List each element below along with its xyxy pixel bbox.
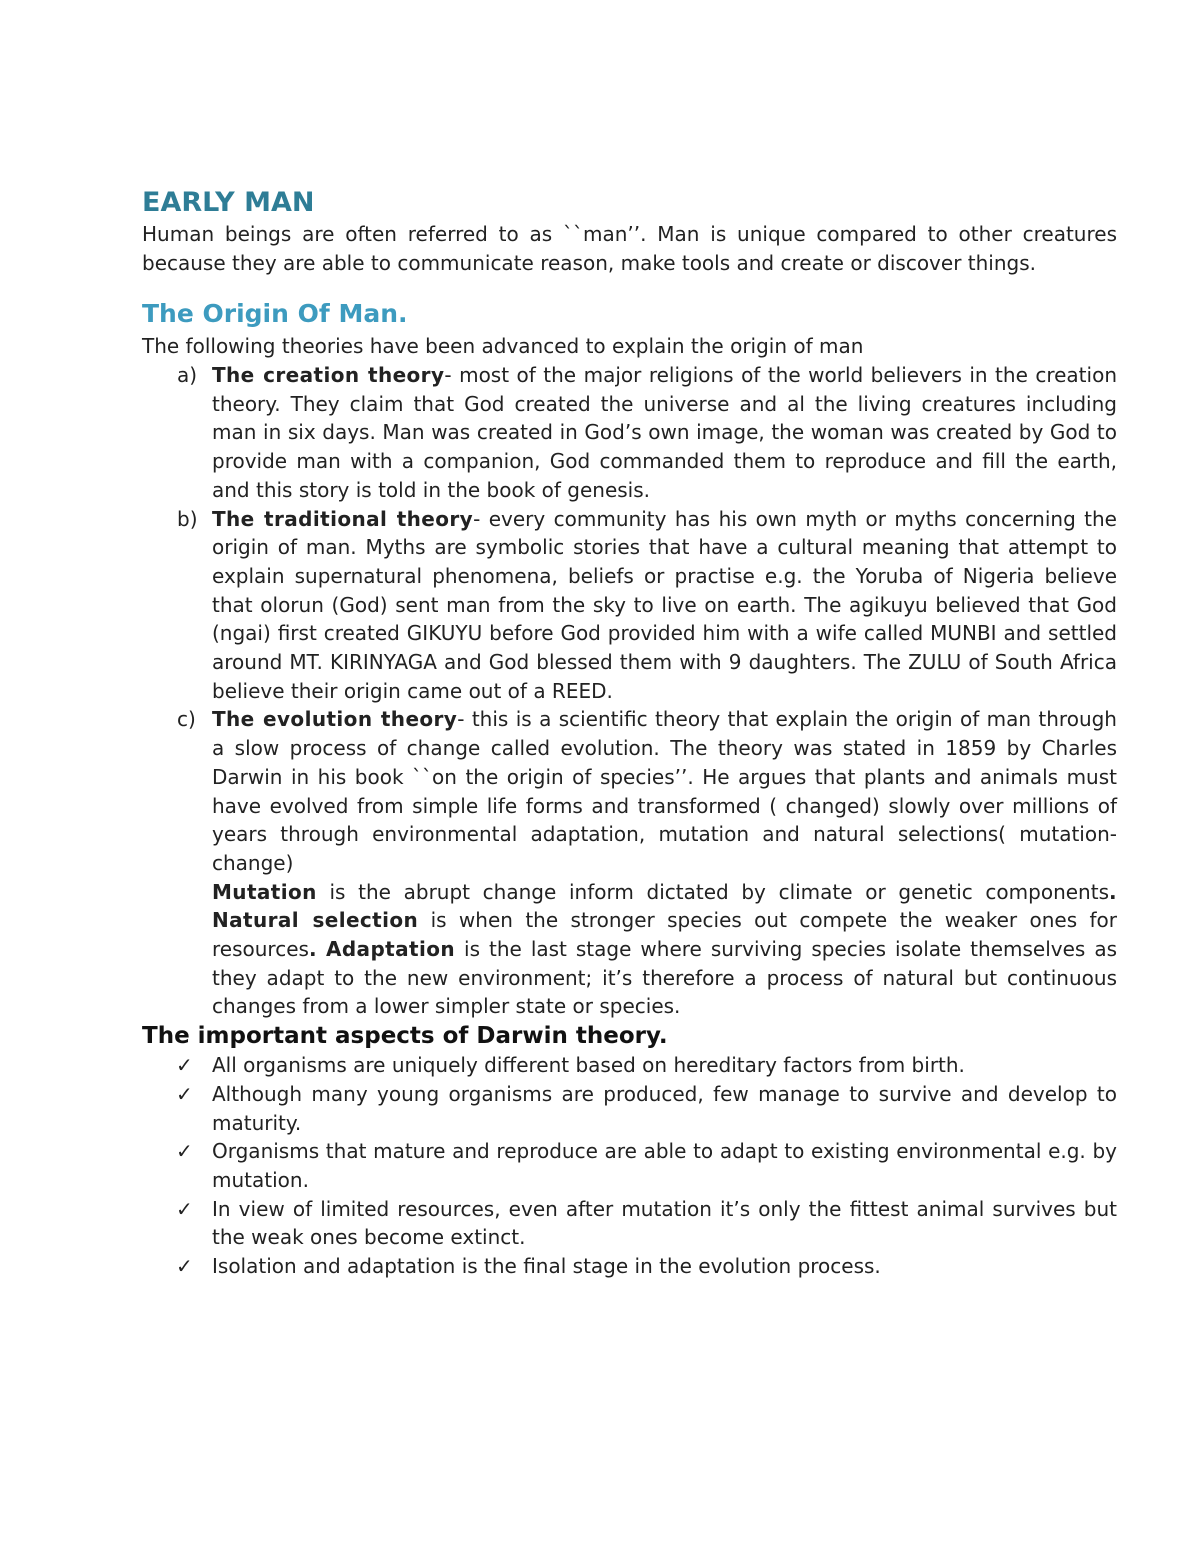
aspects-list <box>142 1051 1117 1281</box>
list-item-creation-theory <box>142 361 1117 505</box>
aspect-text: Although many young organisms are produced, few manage to survive and develop to maturity. <box>212 1081 1117 1135</box>
mutation-text: is the abrupt change inform dictated by climate or genetic components <box>316 879 1109 904</box>
origin-intro: The following theories have been advanced to explain the origin of man <box>142 334 864 358</box>
theory-term: The evolution theory <box>212 707 458 732</box>
theory-term: The traditional theory <box>212 506 474 531</box>
aspect-text: Isolation and adaptation is the final stage in the evolution process. <box>212 1254 881 1279</box>
list-item <box>142 1252 1117 1281</box>
aspects-heading: The important aspects of Darwin theory. <box>142 1023 668 1050</box>
aspect-text: All organisms are uniquely different based on hereditary factors from birth. <box>212 1053 965 1078</box>
selection-text: is when the stronger species out compete the weaker ones for resources <box>212 908 1117 962</box>
check-icon: ✓ <box>176 1081 193 1106</box>
mutation-term: Mutation <box>212 879 317 904</box>
list-item-evolution-theory <box>142 705 1117 1021</box>
list-marker: a) <box>177 363 198 387</box>
adaptation-text: is the last stage where surviving species isolate themselves as they adapt to the new environment; it’s therefore a process of natural but continuous changes from a lower simpler state or species. <box>212 937 1118 1019</box>
page-title: EARLY MAN <box>142 187 315 218</box>
list-marker: b) <box>177 506 198 531</box>
adaptation-term: Adaptation <box>325 937 456 962</box>
mutation-end: . <box>1109 879 1117 904</box>
list-item-traditional-theory <box>142 505 1117 706</box>
theory-text: - most of the major religions of the world believers in the creation theory. They claim that God created the universe and al the living creatures including man in six days. Man was created in God’s own image, the woman was created by God to provide man with a companion, God commanded them to reproduce and fill the earth, and this story is told in the book of genesis. <box>212 363 1117 502</box>
list-item <box>142 1137 1117 1194</box>
intro-paragraph: Human beings are often referred to as ``man’’. Man is unique compared to other creatures because they are able to communicate reason, make tools and create or discover things. <box>142 222 1117 275</box>
list-marker: c) <box>177 707 196 732</box>
theory-text: - every community has his own myth or myths concerning the origin of man. Myths are symbolic stories that have a cultural meaning that attempt to explain supernatural phenomena, beliefs or practise e.g. the Yoruba of Nigeria believe that olorun (God) sent man from the sky to live on earth. The agikuyu believed that God (ngai) first created GIKUYU before God provided him with a wife called MUNBI and settled around MT. KIRINYAGA and God blessed them with 9 daughters. The ZULU of South Africa believe their origin came out of a REED. <box>212 506 1117 703</box>
check-icon: ✓ <box>176 1053 193 1078</box>
list-item <box>142 1195 1117 1252</box>
list-item <box>142 1080 1117 1137</box>
check-icon: ✓ <box>176 1139 193 1164</box>
selection-end: . <box>308 937 317 962</box>
theories-list <box>142 361 1117 1021</box>
aspect-text: In view of limited resources, even after mutation it’s only the fittest animal survives but the weak ones become extinct. <box>212 1196 1117 1250</box>
theory-text: - this is a scientific theory that explain the origin of man through a slow process of change called evolution. The theory was stated in 1859 by Charles Darwin in his book ``on the origin of species’’. He argues that plants and animals must have evolved from simple life forms and transformed ( changed) slowly over millions of years through environmental adaptation, mutation and natural selections( mutation-change) <box>212 707 1117 875</box>
list-item <box>142 1051 1117 1080</box>
selection-term: Natural selection <box>212 908 419 933</box>
theory-term: The creation theory <box>212 363 445 387</box>
document-page <box>142 186 1117 1281</box>
origin-heading: The Origin Of Man. <box>142 299 408 328</box>
check-icon: ✓ <box>176 1254 193 1279</box>
aspect-text: Organisms that mature and reproduce are able to adapt to existing environmental e.g. by mutation. <box>212 1139 1117 1192</box>
check-icon: ✓ <box>176 1196 193 1221</box>
evolution-terms-paragraph <box>212 878 1117 1022</box>
